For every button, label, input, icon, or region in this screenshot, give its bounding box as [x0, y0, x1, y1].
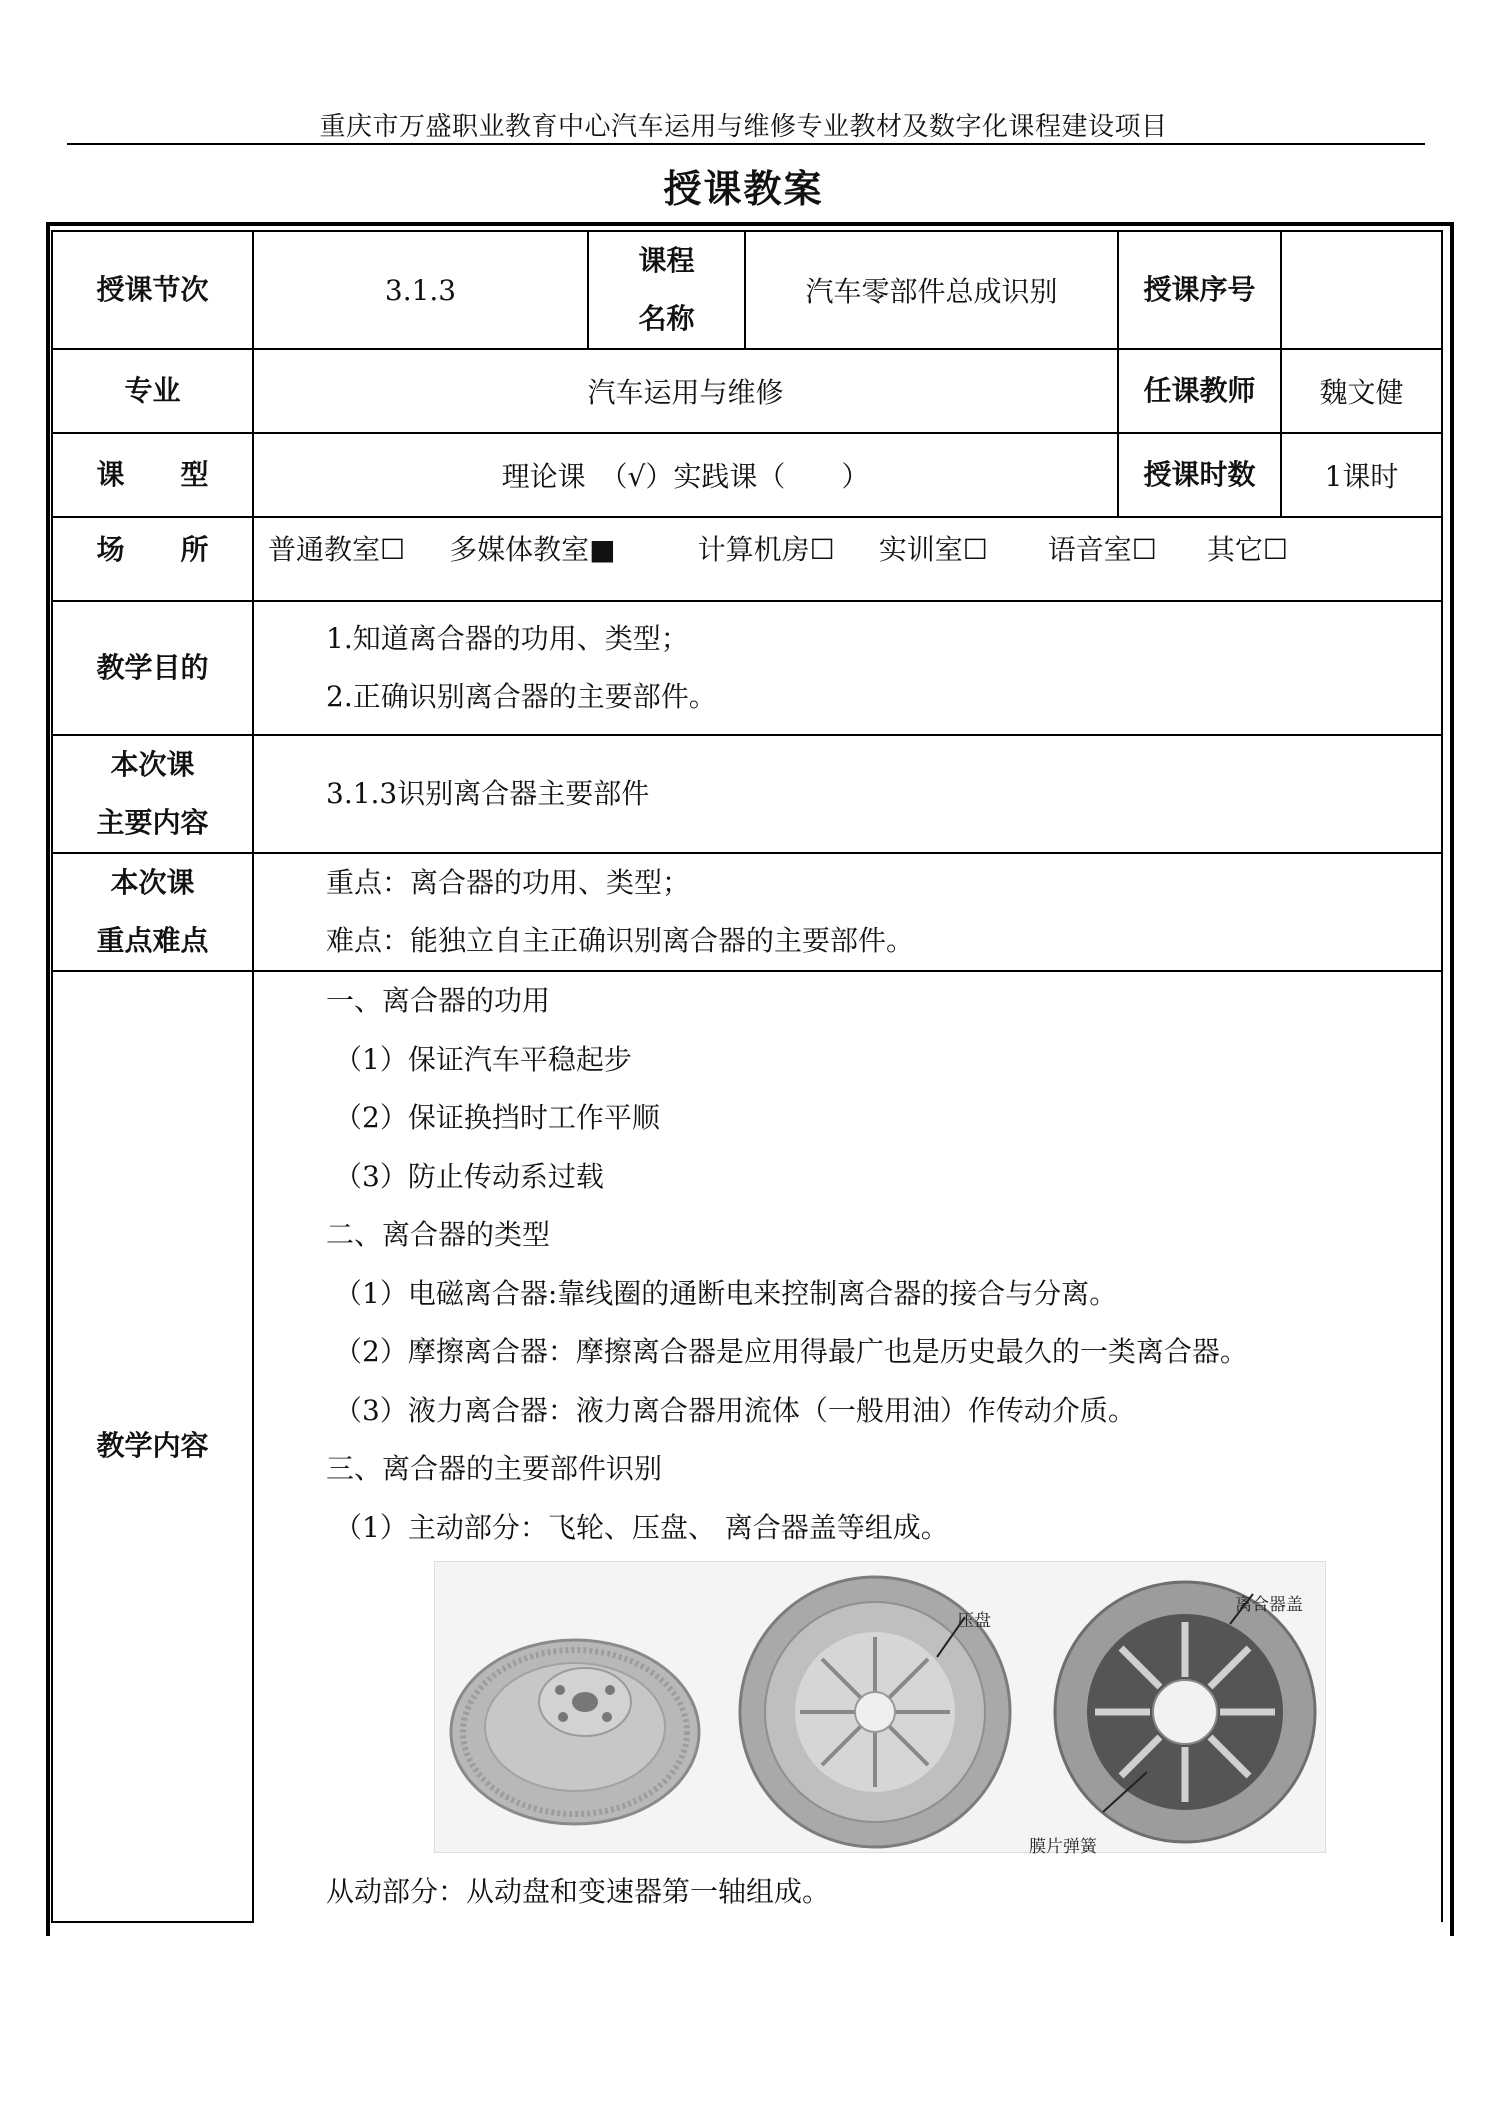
venue-option-other: 其它☐: [1206, 533, 1289, 566]
key-points-content: [253, 853, 1442, 971]
major-value: 汽车运用与维修: [253, 349, 1118, 433]
course-label-line1: 课程: [638, 244, 695, 277]
row-major: [52, 349, 1442, 433]
teaching-line: （1）主动部分：飞轮、压盘、 离合器盖等组成。: [334, 1510, 949, 1544]
key-points-label: [52, 853, 253, 971]
difficult-point: 难点：能独立自主正确识别离合器的主要部件。: [326, 924, 915, 957]
objective-item: 1.知道离合器的功用、类型；: [326, 622, 689, 655]
clutch-cover-callout: 离合器盖: [1235, 1595, 1303, 1615]
teaching-line: （2）摩擦离合器：摩擦离合器是应用得最广也是历史最久的一类离合器。: [334, 1335, 1248, 1368]
clutch-parts-illustration: [435, 1562, 1325, 1852]
main-content-label-line1: 本次课: [110, 748, 195, 781]
section-label: 授课节次: [52, 231, 253, 349]
row-venue: [52, 517, 1442, 601]
teaching-label: 教学内容: [52, 971, 253, 1922]
row-main-content: [52, 735, 1442, 853]
main-content-label-line2: 主要内容: [96, 806, 209, 839]
flywheel-image: [451, 1640, 699, 1824]
row-objectives: [52, 601, 1442, 735]
hours-label: 授课时数: [1118, 433, 1281, 517]
course-value: 汽车零部件总成识别: [745, 231, 1118, 349]
diaphragm-spring-callout: 膜片弹簧: [1029, 1837, 1097, 1857]
teaching-line: （3）防止传动系过载: [334, 1159, 604, 1193]
venue-option-multimedia: 多媒体教室■: [449, 533, 616, 566]
key-points-label-line1: 本次课: [110, 866, 195, 899]
type-value: 理论课 （√）实践课（ ）: [253, 433, 1118, 517]
venue-option-training: 实训室☐: [878, 533, 988, 566]
lesson-plan-table: [51, 230, 1443, 1923]
hours-value: 1课时: [1281, 433, 1442, 517]
teaching-content: [253, 971, 1442, 1922]
project-header: 重庆市万盛职业教育中心汽车运用与维修专业教材及数字化课程建设项目: [319, 112, 1168, 142]
teaching-line-after-figure: 从动部分：从动盘和变速器第一轴组成。: [326, 1875, 831, 1908]
main-content-value: 3.1.3识别离合器主要部件: [253, 735, 1442, 853]
teacher-label: 任课教师: [1118, 349, 1281, 433]
seq-label: 授课序号: [1118, 231, 1281, 349]
objective-item: 2.正确识别离合器的主要部件。: [326, 680, 717, 713]
teaching-line: （2）保证换挡时工作平顺: [334, 1101, 660, 1134]
major-label: 专业: [52, 349, 253, 433]
key-points-label-line2: 重点难点: [96, 924, 209, 957]
teaching-line: 二、离合器的类型: [326, 1218, 551, 1251]
row-type: [52, 433, 1442, 517]
venue-option-computer: 计算机房☐: [697, 533, 835, 566]
pressure-plate-callout: 压盘: [957, 1611, 991, 1631]
teaching-line: 三、离合器的主要部件识别: [326, 1452, 663, 1485]
venue-options: [253, 517, 1442, 601]
seq-value: [1281, 231, 1442, 349]
objectives-content: [253, 601, 1442, 735]
course-label-line2: 名称: [638, 302, 695, 335]
venue-label: 场 所: [52, 517, 253, 601]
teaching-line: （3）液力离合器：液力离合器用流体（一般用油）作传动介质。: [334, 1393, 1136, 1427]
row-teaching: [52, 971, 1442, 1922]
venue-option-language: 语音室☐: [1047, 533, 1157, 566]
document-title: 授课教案: [663, 167, 824, 211]
section-value: 3.1.3: [253, 231, 588, 349]
objectives-label: 教学目的: [52, 601, 253, 735]
teaching-line: （1）电磁离合器:靠线圈的通断电来控制离合器的接合与分离。: [334, 1276, 1118, 1310]
teaching-line: 一、离合器的功用: [326, 984, 551, 1017]
type-label: 课 型: [52, 433, 253, 517]
teaching-line: （1）保证汽车平稳起步: [334, 1042, 632, 1076]
clutch-parts-figure: [434, 1561, 1326, 1857]
venue-option-regular: 普通教室☐: [268, 533, 406, 566]
row-section: [52, 231, 1442, 349]
teacher-value: 魏文健: [1281, 349, 1442, 433]
course-label: [588, 231, 745, 349]
main-content-label: [52, 735, 253, 853]
key-point: 重点：离合器的功用、类型；: [326, 866, 691, 899]
header-rule: [67, 143, 1425, 145]
row-key-points: [52, 853, 1442, 971]
